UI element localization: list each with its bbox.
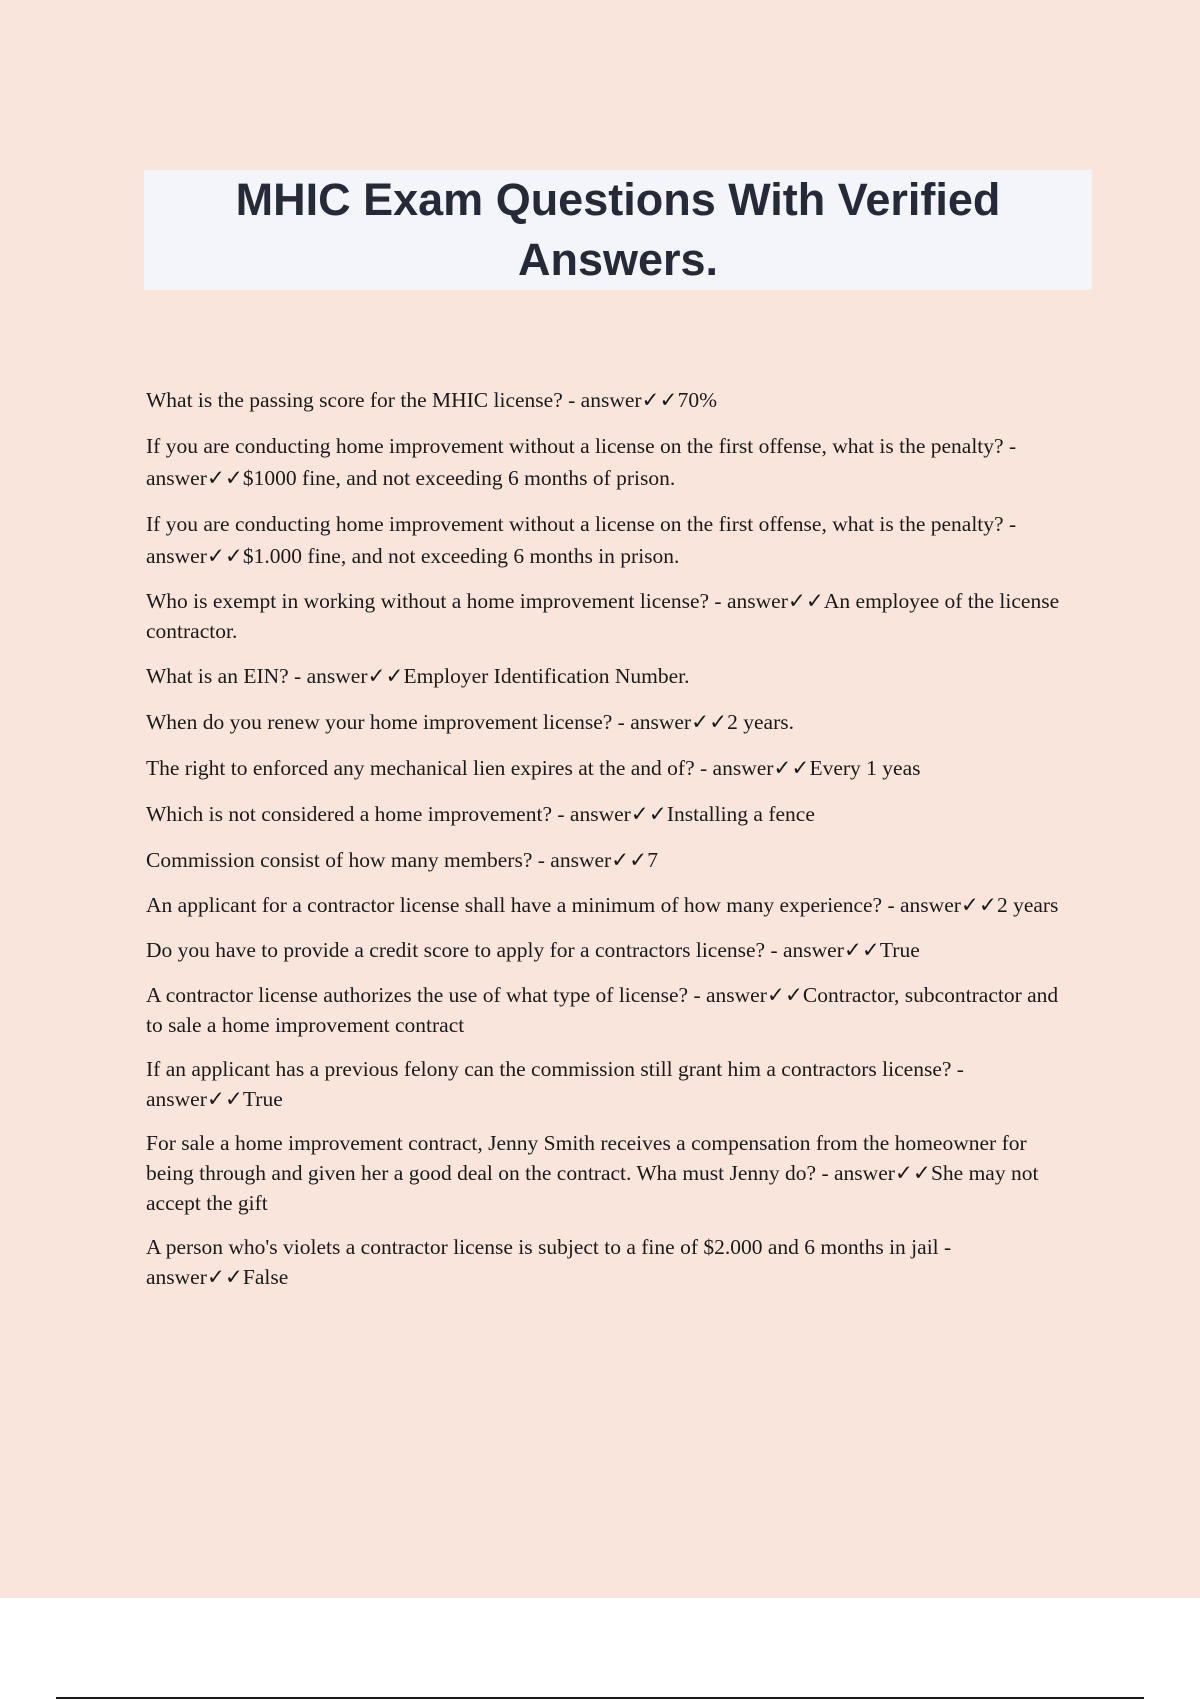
answer-marker: answer✓✓: [726, 589, 824, 613]
question-text: Commission consist of how many members? -: [146, 848, 551, 872]
answer-text: Every 1 yeas: [809, 756, 921, 780]
question-text: Which is not considered a home improvement? -: [146, 802, 570, 826]
qa-item: [146, 1128, 1076, 1218]
answer-marker: answer✓✓: [146, 1265, 243, 1289]
answer-marker: answer✓✓: [550, 848, 648, 872]
answer-text: $1.000 fine, and not exceeding 6 months in prison.: [242, 544, 680, 568]
answer-text: Contractor, subcontractor and to sale a home improvement contract: [146, 983, 1059, 1037]
question-text: What is an EIN? -: [146, 664, 307, 688]
qa-item: [146, 384, 1076, 416]
answer-marker: answer✓✓: [580, 388, 678, 412]
qa-item: [146, 1232, 1076, 1292]
question-text: Do you have to provide a credit score to apply for a contractors license? -: [146, 938, 783, 962]
answer-marker: answer✓✓: [569, 802, 667, 826]
answer-text: $1000 fine, and not exceeding 6 months of prison.: [242, 466, 676, 490]
question-text: What is the passing score for the MHIC license? -: [146, 388, 581, 412]
question-text: A contractor license authorizes the use of what type of license? -: [146, 983, 706, 1007]
qa-item: [146, 980, 1076, 1040]
answer-text: True: [879, 938, 920, 962]
answer-marker: answer✓✓: [783, 938, 880, 962]
qa-item: [146, 934, 1076, 966]
answer-text: She may not accept the gift: [146, 1161, 1039, 1215]
answer-marker: answer✓✓: [712, 756, 810, 780]
answer-marker: answer✓✓: [834, 1161, 931, 1185]
qa-item: [146, 508, 1076, 572]
qa-item: [146, 660, 1076, 692]
answer-text: 7: [647, 848, 658, 872]
qa-item: [146, 890, 1076, 920]
qa-item: [146, 1054, 1076, 1114]
qa-item: [146, 844, 1076, 876]
answer-marker: answer✓✓: [146, 1087, 243, 1111]
answer-marker: answer✓✓: [705, 983, 803, 1007]
answer-text: 70%: [677, 388, 717, 412]
footer-divider: [56, 1697, 1144, 1699]
question-text: For sale a home improvement contract, Jenny Smith receives a compensation from the homeowner for being through and given her a good deal on the contract. Wha must Jenny do? -: [146, 1131, 1027, 1185]
answer-text: False: [242, 1265, 289, 1289]
answer-marker: answer✓✓: [306, 664, 404, 688]
answer-marker: answer✓✓: [146, 544, 243, 568]
question-text: An applicant for a contractor license shall have a minimum of how many experience? -: [146, 893, 901, 917]
answer-text: True: [242, 1087, 283, 1111]
answer-text: Employer Identification Number.: [403, 664, 690, 688]
answer-text: 2 years.: [727, 710, 794, 734]
question-text: If you are conducting home improvement without a license on the first offense, what is the penalty? -: [146, 434, 1017, 458]
question-text: Who is exempt in working without a home improvement license? -: [146, 589, 727, 613]
question-text: If you are conducting home improvement without a license on the first offense, what is the penalty? -: [146, 512, 1017, 536]
qa-item: [146, 430, 1076, 494]
document-title: MHIC Exam Questions With Verified Answers.: [235, 174, 1001, 285]
question-text: When do you renew your home improvement license? -: [146, 710, 631, 734]
answer-text: An employee of the license contractor.: [146, 589, 1060, 643]
answer-text: Installing a fence: [666, 802, 815, 826]
question-text: The right to enforced any mechanical lien expires at the and of? -: [146, 756, 713, 780]
answer-text: 2 years: [996, 893, 1059, 917]
qa-item: [146, 752, 1076, 784]
answer-marker: answer✓✓: [146, 466, 243, 490]
qa-item: [146, 586, 1076, 646]
question-text: If an applicant has a previous felony can the commission still grant him a contractors license? -: [146, 1057, 964, 1081]
question-text: A person who's violets a contractor license is subject to a fine of $2.000 and 6 months in jail -: [146, 1235, 952, 1259]
qa-item: [146, 706, 1076, 738]
answer-marker: answer✓✓: [900, 893, 997, 917]
answer-marker: answer✓✓: [630, 710, 728, 734]
qa-list: [146, 384, 1076, 1306]
title-banner: [144, 170, 1092, 290]
qa-item: [146, 798, 1076, 830]
